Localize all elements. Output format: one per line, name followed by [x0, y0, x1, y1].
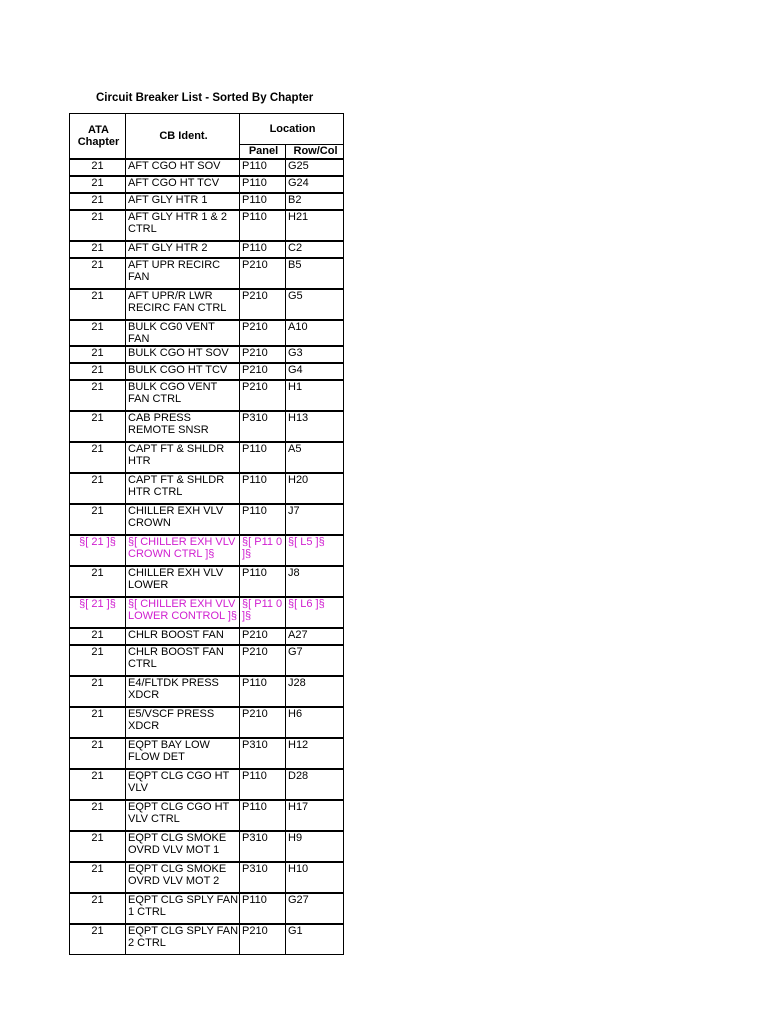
table-row [70, 346, 344, 363]
cell-panel: P210 [240, 645, 286, 676]
table-row [70, 800, 344, 831]
header-ata-line1: ATA [88, 123, 109, 136]
table-row [70, 363, 344, 380]
table-row [70, 924, 344, 955]
table-row [70, 676, 344, 707]
cell-panel: P310 [240, 411, 286, 442]
cell-cb-ident: BULK CGO HT SOV [126, 346, 240, 363]
cell-row-col: G27 [286, 893, 344, 924]
cell-row-col: G25 [286, 159, 344, 176]
cell-row-col: A10 [286, 320, 344, 346]
cell-row-col: D28 [286, 769, 344, 800]
cell-cb-ident: E5/VSCF PRESS XDCR [126, 707, 240, 738]
cell-row-col: B5 [286, 258, 344, 289]
page-title: Circuit Breaker List - Sorted By Chapter [96, 92, 314, 104]
table-row [70, 159, 344, 176]
cell-cb-ident: EQPT CLG CGO HT VLV CTRL [126, 800, 240, 831]
cell-row-col: J7 [286, 504, 344, 535]
cell-panel: P210 [240, 258, 286, 289]
cell-row-col: C2 [286, 241, 344, 258]
cell-cb-ident: AFT UPR RECIRC FAN [126, 258, 240, 289]
cell-panel: P210 [240, 289, 286, 320]
cell-row-col: H10 [286, 862, 344, 893]
table-row [70, 473, 344, 504]
cell-row-col: A5 [286, 442, 344, 473]
cell-panel: §[ P11 0 ]§ [240, 535, 286, 566]
cell-ata-chapter: 21 [70, 193, 126, 210]
cell-panel: P110 [240, 442, 286, 473]
cell-panel: P210 [240, 707, 286, 738]
cell-row-col: G24 [286, 176, 344, 193]
table-row [70, 442, 344, 473]
table-row [70, 566, 344, 597]
cell-panel: P110 [240, 893, 286, 924]
cell-cb-ident: CHILLER EXH VLV CROWN [126, 504, 240, 535]
table-row [70, 241, 344, 258]
cell-ata-chapter: 21 [70, 831, 126, 862]
table-row [70, 258, 344, 289]
cell-cb-ident: CAPT FT & SHLDR HTR CTRL [126, 473, 240, 504]
table-row [70, 535, 344, 566]
cell-ata-chapter: 21 [70, 289, 126, 320]
cell-row-col: B2 [286, 193, 344, 210]
table-row [70, 645, 344, 676]
cell-row-col: H12 [286, 738, 344, 769]
cell-ata-chapter: 21 [70, 800, 126, 831]
cell-ata-chapter: 21 [70, 363, 126, 380]
cell-row-col: H17 [286, 800, 344, 831]
header-cb-ident: CB Ident. [126, 114, 240, 159]
cell-row-col: J8 [286, 566, 344, 597]
header-ata-chapter [70, 114, 126, 159]
cell-ata-chapter: 21 [70, 241, 126, 258]
cell-ata-chapter: 21 [70, 769, 126, 800]
cell-ata-chapter: 21 [70, 676, 126, 707]
cell-cb-ident: BULK CG0 VENT FAN [126, 320, 240, 346]
cell-panel: P110 [240, 176, 286, 193]
cell-panel: P110 [240, 193, 286, 210]
cell-panel: P110 [240, 800, 286, 831]
cell-row-col: §[ L5 ]§ [286, 535, 344, 566]
table-row [70, 380, 344, 411]
cell-cb-ident: BULK CGO HT TCV [126, 363, 240, 380]
cell-row-col: H9 [286, 831, 344, 862]
cell-ata-chapter: 21 [70, 380, 126, 411]
cell-ata-chapter: 21 [70, 566, 126, 597]
cell-ata-chapter: 21 [70, 176, 126, 193]
cell-row-col: G1 [286, 924, 344, 955]
cell-panel: §[ P11 0 ]§ [240, 597, 286, 628]
cell-cb-ident: EQPT CLG SMOKE OVRD VLV MOT 1 [126, 831, 240, 862]
cell-ata-chapter: 21 [70, 473, 126, 504]
cell-ata-chapter: 21 [70, 411, 126, 442]
cell-cb-ident: EQPT CLG SPLY FAN 1 CTRL [126, 893, 240, 924]
cell-cb-ident: AFT UPR/R LWR RECIRC FAN CTRL [126, 289, 240, 320]
cell-ata-chapter: §[ 21 ]§ [70, 535, 126, 566]
table-row [70, 210, 344, 241]
table-row [70, 411, 344, 442]
cell-ata-chapter: 21 [70, 442, 126, 473]
cell-panel: P110 [240, 241, 286, 258]
table-body [70, 159, 344, 955]
header-ata-line2: Chapter [77, 135, 120, 148]
table-row [70, 738, 344, 769]
cell-panel: P110 [240, 676, 286, 707]
cell-row-col: H1 [286, 380, 344, 411]
cell-cb-ident: CHLR BOOST FAN [126, 628, 240, 645]
table-row [70, 176, 344, 193]
header-row-col: Row/Col [286, 145, 344, 159]
cell-row-col: J28 [286, 676, 344, 707]
cell-cb-ident: E4/FLTDK PRESS XDCR [126, 676, 240, 707]
cell-ata-chapter: 21 [70, 707, 126, 738]
cell-panel: P110 [240, 504, 286, 535]
cell-ata-chapter: 21 [70, 893, 126, 924]
circuit-breaker-table [69, 113, 344, 955]
table-row [70, 320, 344, 346]
table-row [70, 862, 344, 893]
table-row [70, 893, 344, 924]
cell-cb-ident: §[ CHILLER EXH VLV LOWER CONTROL ]§ [126, 597, 240, 628]
cell-row-col: §[ L6 ]§ [286, 597, 344, 628]
cell-cb-ident: CHLR BOOST FAN CTRL [126, 645, 240, 676]
cell-cb-ident: AFT GLY HTR 2 [126, 241, 240, 258]
cell-row-col: G4 [286, 363, 344, 380]
header-location: Location [240, 114, 344, 145]
cell-cb-ident: AFT GLY HTR 1 & 2 CTRL [126, 210, 240, 241]
cell-panel: P310 [240, 738, 286, 769]
cell-cb-ident: EQPT CLG SPLY FAN 2 CTRL [126, 924, 240, 955]
cell-cb-ident: CAB PRESS REMOTE SNSR [126, 411, 240, 442]
table-row [70, 289, 344, 320]
table-row [70, 504, 344, 535]
cell-panel: P110 [240, 159, 286, 176]
cell-ata-chapter: 21 [70, 862, 126, 893]
table-row [70, 628, 344, 645]
cell-cb-ident: AFT CGO HT TCV [126, 176, 240, 193]
cell-panel: P210 [240, 346, 286, 363]
cell-panel: P210 [240, 628, 286, 645]
cell-ata-chapter: 21 [70, 738, 126, 769]
table-row [70, 769, 344, 800]
cell-cb-ident: AFT CGO HT SOV [126, 159, 240, 176]
cell-cb-ident: CHILLER EXH VLV LOWER [126, 566, 240, 597]
cell-cb-ident: EQPT CLG CGO HT VLV [126, 769, 240, 800]
cell-cb-ident: EQPT CLG SMOKE OVRD VLV MOT 2 [126, 862, 240, 893]
cell-panel: P210 [240, 363, 286, 380]
table-row [70, 707, 344, 738]
cell-panel: P210 [240, 320, 286, 346]
cell-row-col: G5 [286, 289, 344, 320]
cell-row-col: H6 [286, 707, 344, 738]
cell-row-col: A27 [286, 628, 344, 645]
cell-panel: P110 [240, 473, 286, 504]
cell-panel: P310 [240, 831, 286, 862]
cell-ata-chapter: 21 [70, 504, 126, 535]
cell-panel: P210 [240, 380, 286, 411]
cell-ata-chapter: 21 [70, 346, 126, 363]
cell-ata-chapter: 21 [70, 645, 126, 676]
header-panel: Panel [240, 145, 286, 159]
cell-panel: P310 [240, 862, 286, 893]
cell-cb-ident: EQPT BAY LOW FLOW DET [126, 738, 240, 769]
cell-panel: P110 [240, 210, 286, 241]
cell-panel: P110 [240, 769, 286, 800]
cell-ata-chapter: 21 [70, 628, 126, 645]
cell-panel: P110 [240, 566, 286, 597]
cell-row-col: G7 [286, 645, 344, 676]
cell-ata-chapter: 21 [70, 210, 126, 241]
cell-ata-chapter: 21 [70, 159, 126, 176]
table-row [70, 193, 344, 210]
cell-ata-chapter: 21 [70, 924, 126, 955]
cell-ata-chapter: 21 [70, 258, 126, 289]
cell-row-col: H20 [286, 473, 344, 504]
cell-row-col: H13 [286, 411, 344, 442]
cell-row-col: H21 [286, 210, 344, 241]
cell-row-col: G3 [286, 346, 344, 363]
cell-panel: P210 [240, 924, 286, 955]
cell-cb-ident: §[ CHILLER EXH VLV CROWN CTRL ]§ [126, 535, 240, 566]
cell-cb-ident: AFT GLY HTR 1 [126, 193, 240, 210]
cell-cb-ident: CAPT FT & SHLDR HTR [126, 442, 240, 473]
cell-ata-chapter: §[ 21 ]§ [70, 597, 126, 628]
cell-cb-ident: BULK CGO VENT FAN CTRL [126, 380, 240, 411]
table-row [70, 597, 344, 628]
cell-ata-chapter: 21 [70, 320, 126, 346]
table-row [70, 831, 344, 862]
